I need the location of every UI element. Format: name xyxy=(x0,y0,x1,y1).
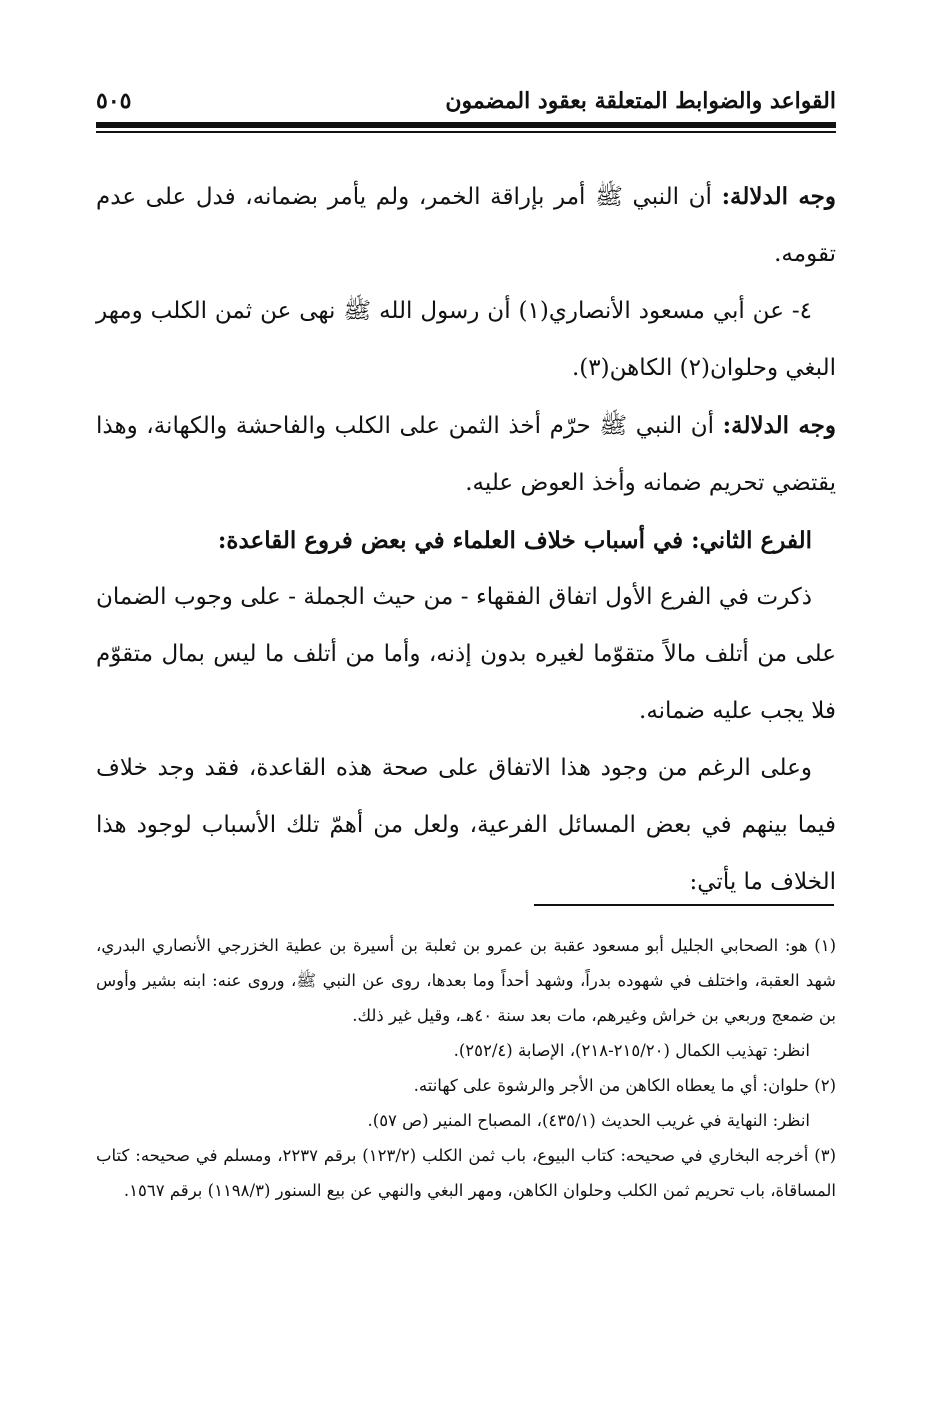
evidence-label: وجه الدلالة: xyxy=(721,183,836,210)
header-rule-thin xyxy=(96,131,836,133)
page-number: ٥٠٥ xyxy=(96,88,132,114)
section-heading: الفرع الثاني: في أسباب خلاف العلماء في بعض فروع القاعدة: xyxy=(217,527,812,554)
paragraph-evidence-2 xyxy=(96,397,836,512)
footnotes xyxy=(96,928,836,1208)
paragraph-evidence-1 xyxy=(96,168,836,283)
page-header xyxy=(96,86,836,120)
evidence-text: أن النبي ﷺ أمر بإراقة الخمر، ولم يأمر بضمانه، فدل على عدم تقومه. xyxy=(96,184,836,267)
paragraph-disagreement: وعلى الرغم من وجود هذا الاتفاق على صحة هذه القاعدة، فقد وجد خلاف فيما بينهم في بعض المسائل الفرعية، ولعل من أهمّ تلك الأسباب لوجود هذا الخلاف ما يأتي: xyxy=(96,755,836,895)
header-rule-thick xyxy=(96,122,836,128)
footnote-3: (٣) أخرجه البخاري في صحيحه: كتاب البيوع، باب ثمن الكلب (١٢٣/٢) برقم ٢٢٣٧، ومسلم في صحيحه: كتاب المساقاة، باب تحريم ثمن الكلب وحلوان الكاهن، ومهر البغي والنهي عن بيع السنور (١١٩٨/٣) برقم ١٥٦٧. xyxy=(96,1146,836,1200)
main-text xyxy=(96,168,836,911)
footnote-1-reference: انظر: تهذيب الكمال (٢١٥/٢٠-٢١٨)، الإصابة (٢٥٢/٤). xyxy=(453,1041,810,1060)
running-title: القواعد والضوابط المتعلقة بعقود المضمون xyxy=(445,88,836,114)
footnote-2: (٢) حلوان: أي ما يعطاه الكاهن من الأجر والرشوة على كهانته. xyxy=(413,1076,836,1095)
footnote-2-reference: انظر: النهاية في غريب الحديث (٤٣٥/١)، المصباح المنير (ص ٥٧). xyxy=(367,1111,810,1130)
paragraph-agreement: ذكرت في الفرع الأول اتفاق الفقهاء - من حيث الجملة - على وجوب الضمان على من أتلف مالاً متقوّما لغيره بدون إذنه، وأما من أتلف ما ليس بمال متقوّم فلا يجب عليه ضمانه. xyxy=(96,584,836,724)
footnote-1: (١) هو: الصحابي الجليل أبو مسعود عقبة بن عمرو بن ثعلبة بن أسيرة بن عطية الخزرجي الأنصاري البدري، شهد العقبة، واختلف في شهوده بدراً، وشهد أحداً وما بعدها، روى عن النبي ﷺ، وروى عنه: ابنه بشير وأوس بن ضمعج وربعي بن خراش وغيرهم، مات بعد سنة ٤٠هـ، وقيل غير ذلك. xyxy=(96,936,836,1025)
evidence-label: وجه الدلالة: xyxy=(722,412,836,439)
paragraph-hadith-4: ٤- عن أبي مسعود الأنصاري(١) أن رسول الله ﷺ نهى عن ثمن الكلب ومهر البغي وحلوان(٢) الكاهن(٣). xyxy=(96,298,836,381)
footnote-separator xyxy=(534,904,834,906)
evidence-text: أن النبي ﷺ حرّم أخذ الثمن على الكلب والفاحشة والكهانة، وهذا يقتضي تحريم ضمانه وأخذ العوض عليه. xyxy=(96,413,836,496)
